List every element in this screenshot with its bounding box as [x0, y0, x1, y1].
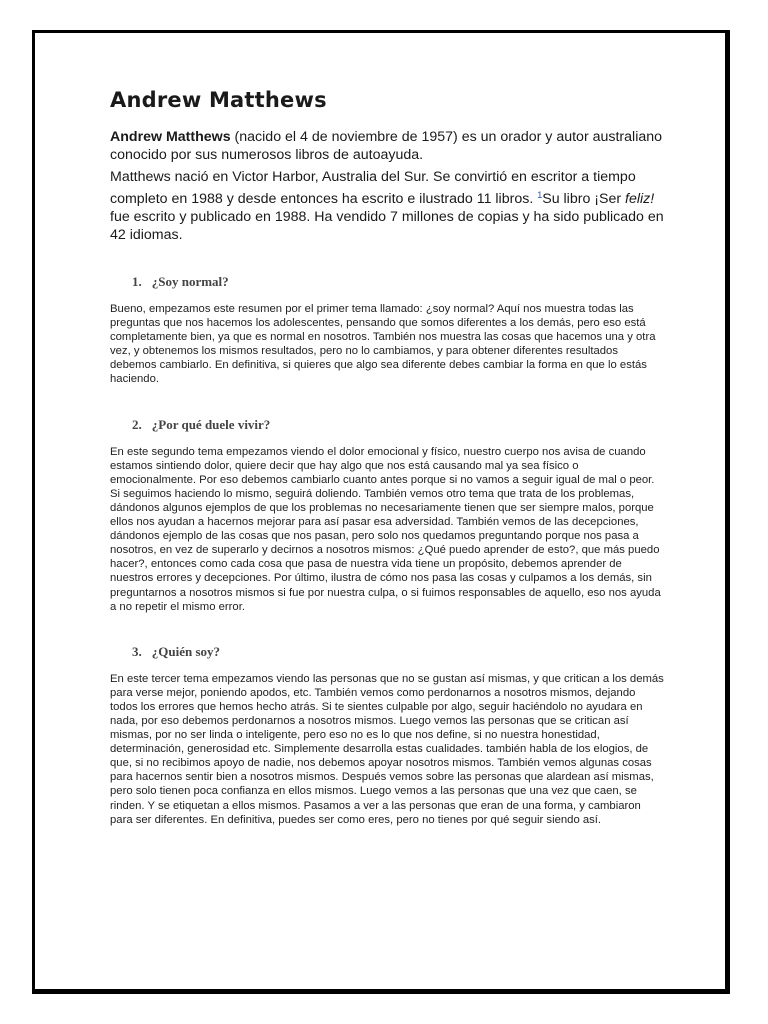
intro-name: Andrew Matthews: [110, 129, 231, 145]
section-soy-normal: [110, 274, 665, 387]
section-heading: [132, 644, 665, 660]
section-number: 3.: [132, 643, 142, 659]
section-heading: [132, 274, 665, 290]
bio-text-1: Matthews nació en Victor Harbor, Australia del Sur. Se convirtió en escritor a tiempo completo en 1988 y desde entonces ha escrito e ilustrado 11 libros.: [110, 169, 636, 207]
section-title: ¿Quién soy?: [151, 643, 221, 659]
section-number: 2.: [132, 416, 142, 432]
section-por-que-duele-vivir: [110, 417, 665, 614]
section-body: En este segundo tema empezamos viendo el dolor emocional y físico, nuestro cuerpo nos avisa de cuando estamos sintiendo dolor, quiere decir que hay algo que nos está causando mal ya sea físico o emocionalmente. Por eso debemos cambiarlo cuanto antes porque si no vamos a seguir igual de mal o peor. Si seguimos haciendo lo mismo, seguirá doliendo. También vemos otro tema que trata de los problemas, dándonos algunos ejemplos de que los problemas no necesariamente tienen que ser siempre malos, porque ellos nos ayudan a hacernos mejorar para así pasar esa adversidad. También vemos de las decepciones, dándonos ejemplo de las cosas que nos pasan, pero solo nos quedamos preguntando porque nos pasa a nosotros, en vez de superarlo y decirnos a nosotros mismos: ¿Qué puedo aprender de esto?, que más puedo hacer?, entonces como cada cosa que pasa de nuestra vida tiene un propósito, debemos aprender de nuestros errores y decepciones. Por último, ilustra de cómo nos pasa las cosas y culpamos a los demás, sin preguntarnos a nosotros mismos si fue por nuestra culpa, o si fuimos responsables de aquello, eso nos ayuda a no repetir el mismo error.: [110, 445, 661, 613]
section-title: ¿Soy normal?: [151, 274, 229, 289]
bio-paragraph: [110, 168, 665, 244]
section-number: 1.: [132, 274, 142, 289]
document-content: [110, 88, 665, 827]
reference-link[interactable]: 1: [537, 190, 543, 200]
intro-paragraph: [110, 128, 665, 164]
section-title: ¿Por qué duele vivir?: [151, 416, 271, 432]
document-title: Andrew Matthews: [110, 88, 327, 112]
bio-text-2: Su libro ¡Ser: [542, 191, 626, 207]
section-body: Bueno, empezamos este resumen por el primer tema llamado: ¿soy normal? Aquí nos muestra todas las preguntas que nos hacemos los adolescentes, pensando que somos diferentes a los demás, pero eso está completamente bien, ya que es normal en nosotros. También nos muestra las cosas que hacemos una y otra vez, y obtenemos los mismos resultados, pero no lo cambiamos, y para obtener diferentes resultados debemos cambiarlo. En definitiva, si quieres que algo sea diferente debes cambiar la forma en que lo estás haciendo.: [110, 303, 656, 386]
section-body: En este tercer tema empezamos viendo las personas que no se gustan así mismas, y que critican a los demás para verse mejor, poniendo apodos, etc. También vemos como perdonarnos a nosotros mismos, dejando todos los errores que hemos hecho atrás. Si te sientes culpable por algo, seguir haciéndolo no ayudara en nada, por eso debemos perdonarnos a nosotros mismos. Luego vemos las personas que se critican así mismas, por no ser linda o inteligente, pero eso no es lo que nos define, si no nuestra honestidad, determinación, generosidad etc. Simplemente desarrolla estas cualidades. también habla de los elogios, de que, si no recibimos apoyo de nadie, nos debemos apoyar nosotros mismos. También vemos algunas cosas para hacernos sentir bien a nosotros mismos. Después vemos sobre las personas que alardean así mismas, pero solo tienen poca confianza en ellos mismos. Luego vemos a las personas que una vez que caen, se rinden. Y se etiquetan a ellos mismos. Pasamos a ver a las personas que eran de una forma, y cambiaron para ser diferentes. En definitiva, puedes ser como eres, pero no tienes por qué seguir siendo así.: [110, 672, 664, 826]
book-title: feliz!: [625, 191, 655, 207]
bio-text-3: fue escrito y publicado en 1988. Ha vendido 7 millones de copias y ha sido publicado en 42 idiomas.: [110, 209, 664, 243]
section-quien-soy: [110, 644, 665, 827]
section-heading: [132, 417, 665, 433]
intro-text: (nacido el 4 de noviembre de 1957) es un orador y autor australiano conocido por sus numerosos libros de autoayuda.: [110, 129, 663, 163]
